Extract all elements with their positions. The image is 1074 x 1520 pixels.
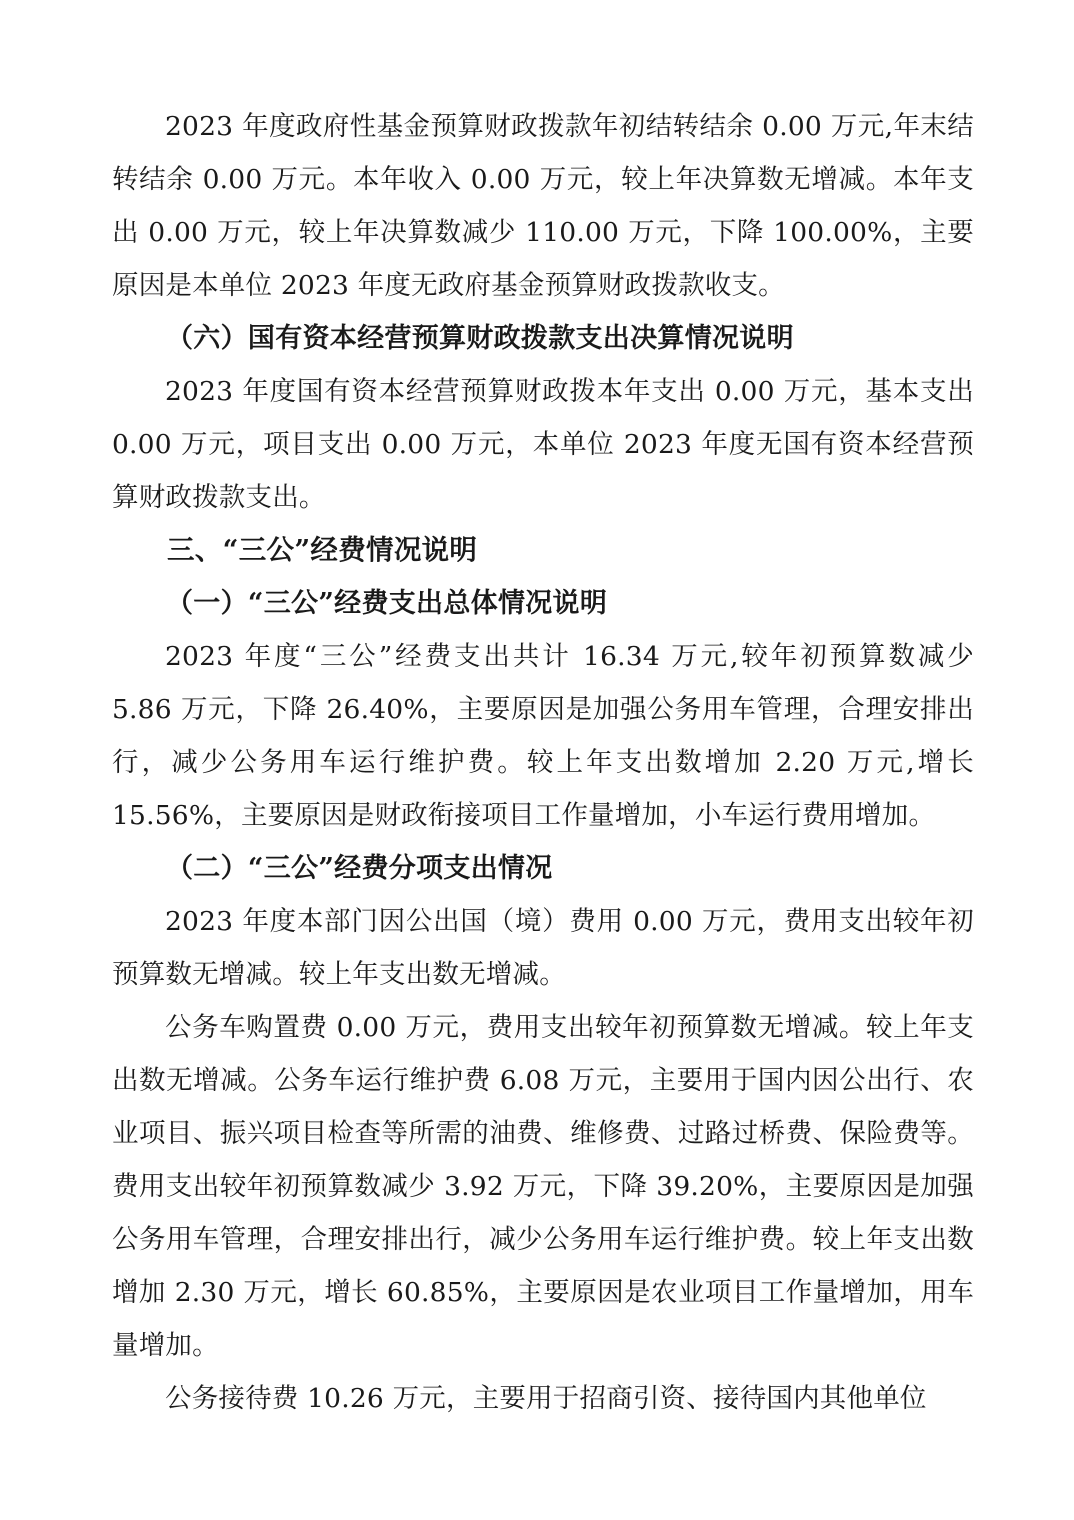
- paragraph-state-capital-operation-budget: 2023 年度国有资本经营预算财政拨本年支出 0.00 万元，基本支出 0.00 万元，项目支出 0.00 万元，本单位 2023 年度无国有资本经营预算财政拨款支出。: [112, 376, 974, 513]
- heading-three-public-overall: （一）“三公”经费支出总体情况说明: [166, 588, 608, 619]
- paragraph-government-fund-budget: 2023 年度政府性基金预算财政拨款年初结转结余 0.00 万元,年末结转结余 0.00 万元。本年收入 0.00 万元，较上年决算数无增减。本年支出 0.00 万元，较上年决算数减少 110.00 万元，下降 100.00%，主要原因是本单位 2023 年度无政府基金预算财政拨款收支。: [112, 111, 974, 301]
- paragraph-vehicle-purchase-and-maintenance: 公务车购置费 0.00 万元，费用支出较年初预算数无增减。较上年支出数无增减。公务车运行维护费 6.08 万元，主要用于国内因公出行、农业项目、振兴项目检查等所需的油费、维修费、过路过桥费、保险费等。费用支出较年初预算数减少 3.92 万元，下降 39.20%，主要原因是加强公务用车管理，合理安排出行，减少公务用车运行维护费。较上年支出数增加 2.30 万元，增长 60.85%，主要原因是农业项目工作量增加，用车量增加。: [112, 1012, 974, 1361]
- heading-three-public-expenses: 三、“三公”经费情况说明: [167, 534, 478, 566]
- document-body: [112, 100, 974, 1425]
- paragraph-three-public-overall: 2023 年度“三公”经费支出共计 16.34 万元,较年初预算数减少 5.86 万元，下降 26.40%，主要原因是加强公务用车管理，合理安排出行，减少公务用车运行维护费。较上年支出数增加 2.20 万元,增长 15.56%，主要原因是财政衔接项目工作量增加，小车运行费用增加。: [112, 641, 974, 831]
- paragraph-official-reception: 公务接待费 10.26 万元，主要用于招商引资、接待国内其他单位: [165, 1383, 927, 1414]
- paragraph-overseas-travel: 2023 年度本部门因公出国（境）费用 0.00 万元，费用支出较年初预算数无增减。较上年支出数无增减。: [112, 906, 974, 990]
- heading-state-capital-operation-budget: （六）国有资本经营预算财政拨款支出决算情况说明: [166, 323, 794, 354]
- heading-three-public-itemized: （二）“三公”经费分项支出情况: [166, 853, 553, 884]
